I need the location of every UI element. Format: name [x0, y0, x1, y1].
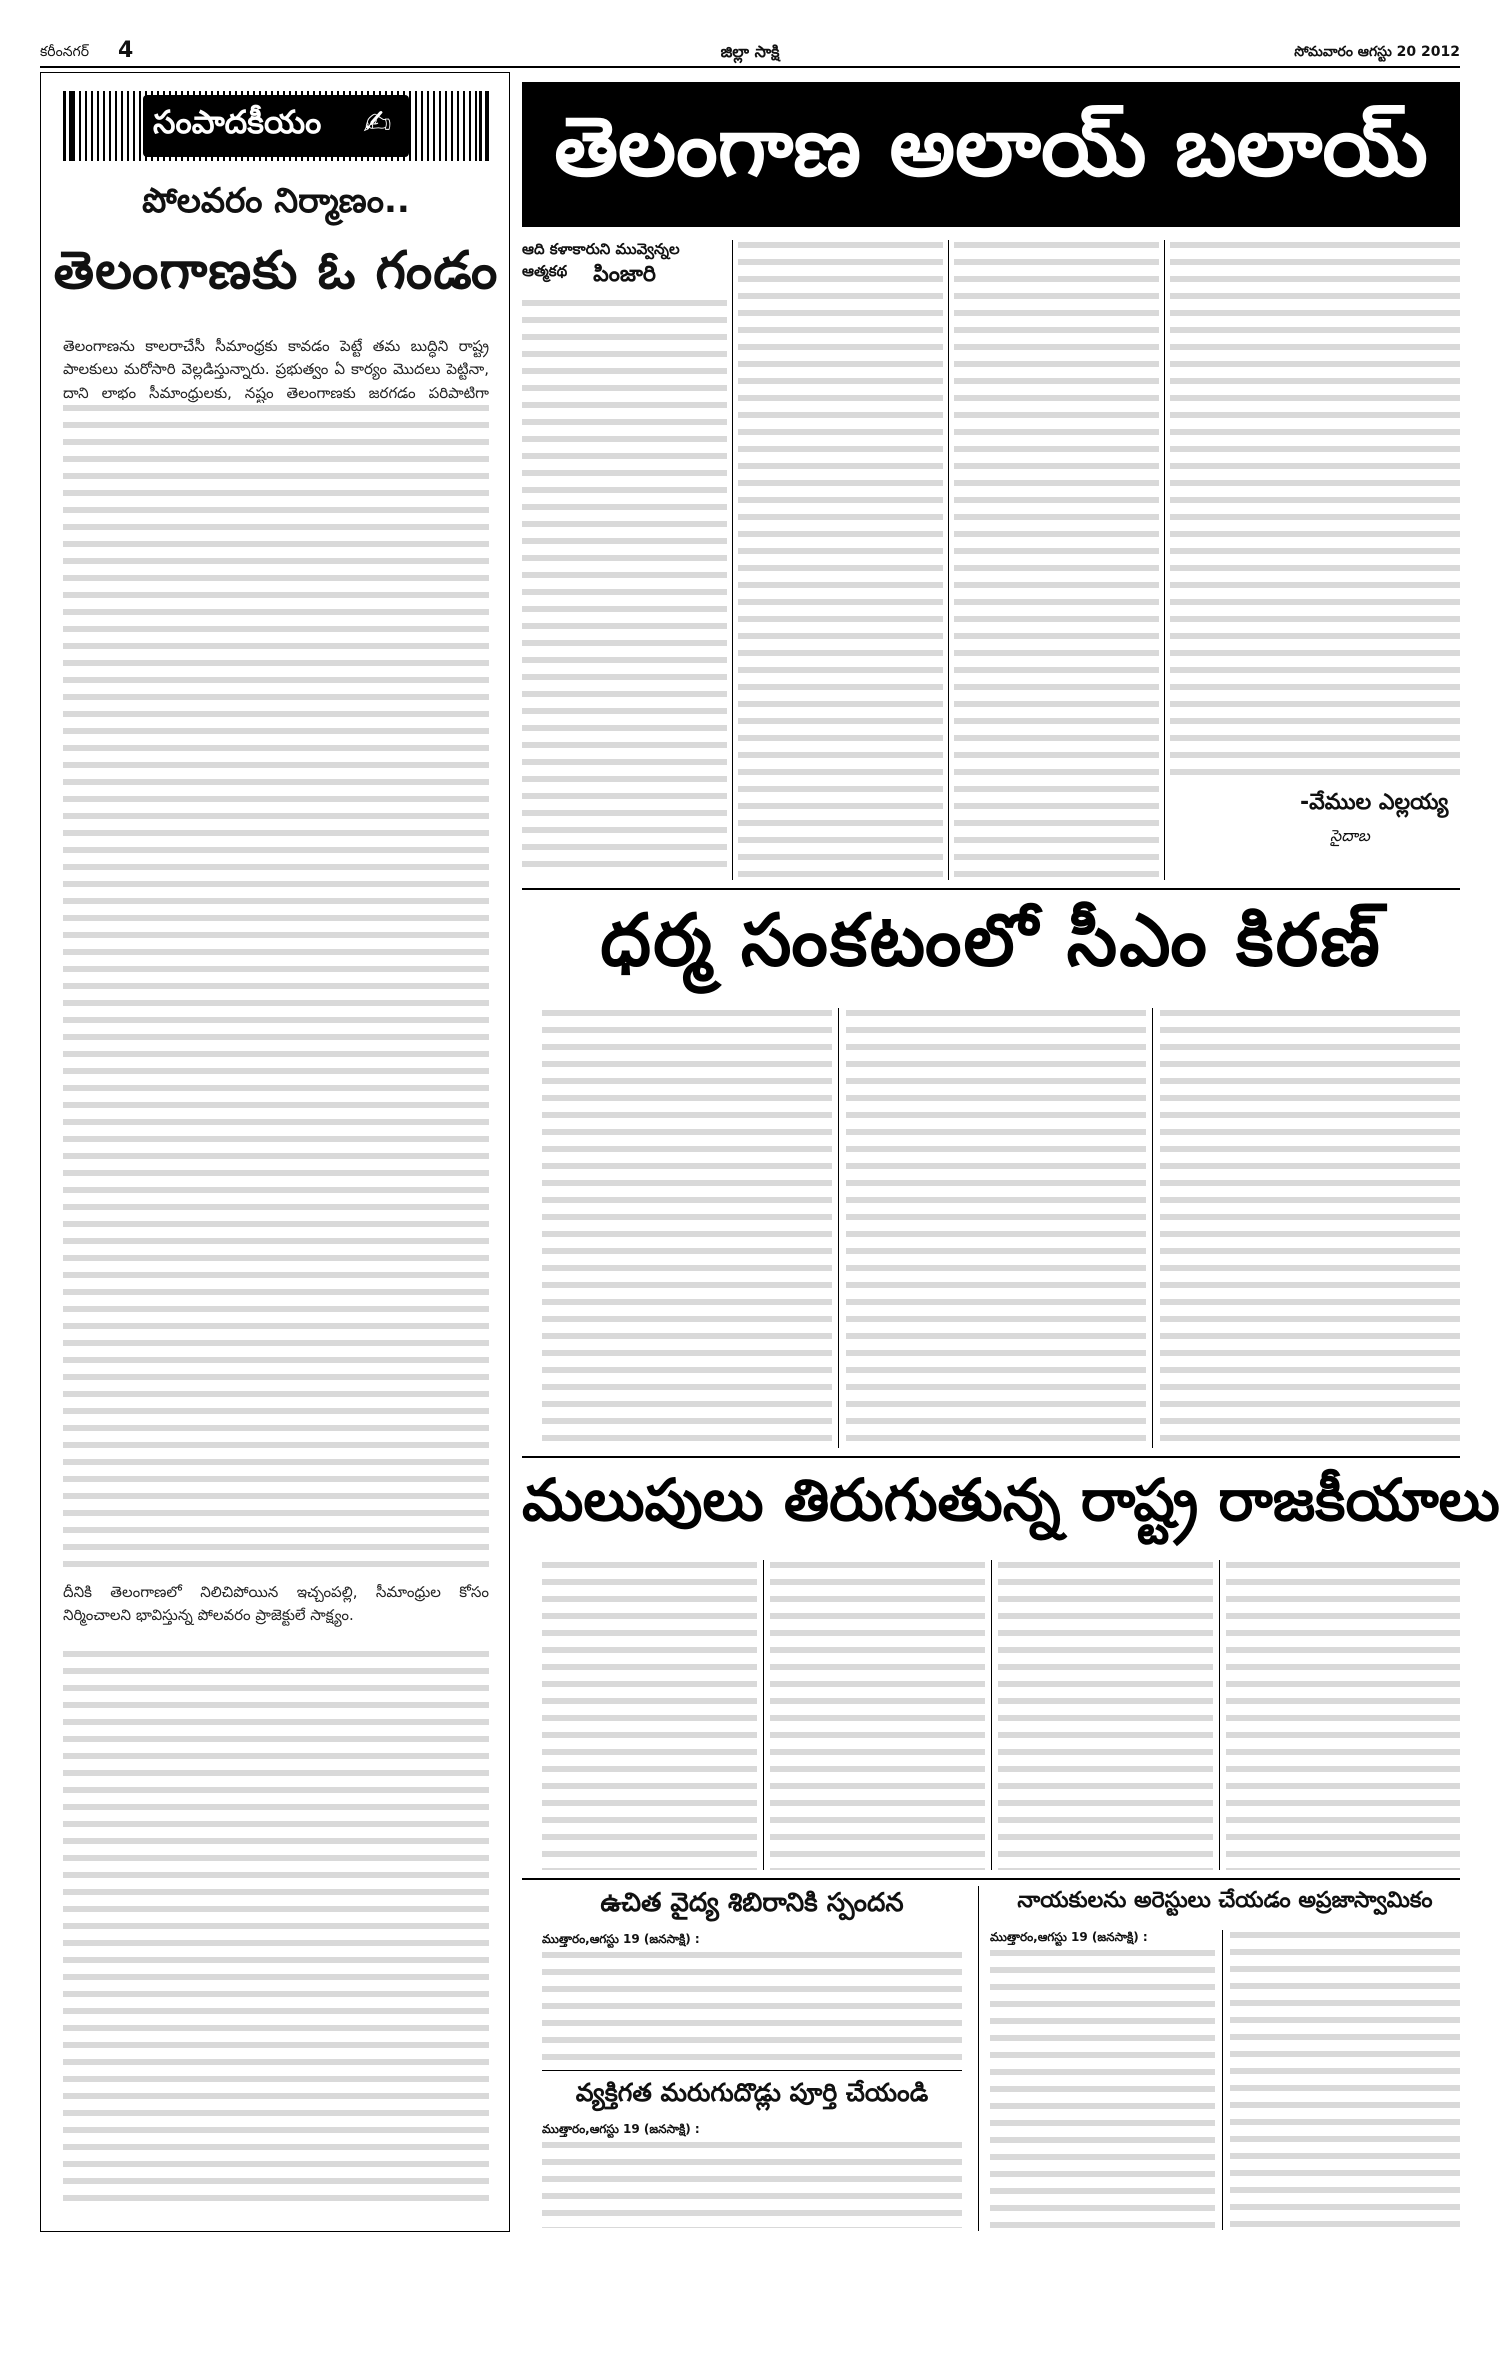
pen-icon: ✍: [363, 103, 392, 143]
story5-dateline: ముత్తారం,ఆగస్టు 19 (జనసాక్షి) :: [542, 2122, 700, 2136]
editorial-kicker: పోలవరం నిర్మాణం..: [142, 181, 410, 221]
lead-sub-kicker: ఆది కళాకారుని మువ్వెన్నల ఆత్మకథ: [522, 240, 680, 280]
story2-column-2: [846, 1008, 1146, 1448]
story6-dateline: ముత్తారం,ఆగస్టు 19 (జనసాక్షి) :: [990, 1930, 1148, 1944]
editorial-title-bar: [63, 91, 489, 161]
masthead-rule: [40, 66, 1460, 68]
lead-column-1: [522, 298, 727, 878]
lead-column-3: [954, 240, 1159, 880]
issue-date: సోమవారం ఆగస్టు 20 2012: [1294, 44, 1460, 60]
story2-headline: ధర్మ సంకటంలో సీఎం కిరణ్: [600, 898, 1382, 982]
story3-column-2: [770, 1560, 985, 1870]
lead-column-2: [738, 240, 943, 880]
story4-headline: ఉచిత వైద్య శిబిరానికి స్పందన: [600, 1888, 904, 1918]
story2-column-3: [1160, 1008, 1460, 1448]
editorial-paragraph-1: తెలంగాణను కాలరాచేసీ సీమాంధ్రకు కావడం పెట్టే తమ బుద్ధిని రాష్ట్ర పాలకులు మరోసారి వెల్లడిస్తున్నారు. ప్రభుత్వం ఏ కార్యం మొదలు పెట్టినా, దాని లాభం సీమాంధ్రులకు, నష్టం తెలంగాణకు జరగడం పరిపాటిగా: [63, 337, 489, 402]
story4-dateline: ముత్తారం,ఆగస్టు 19 (జనసాక్షి) :: [542, 1932, 700, 1946]
lead-column-4: [1170, 240, 1460, 780]
paper-name: జిల్లా సాక్షి: [720, 42, 780, 61]
story6-column-2: [1230, 1930, 1460, 2228]
story3-headline: మలుపులు తిరుగుతున్న రాష్ట్ర రాజకీయాలు: [522, 1466, 1500, 1534]
masthead: [40, 40, 1460, 66]
story4-body: [542, 1950, 962, 2062]
editorial-body-text-continued: [63, 1649, 489, 2209]
story3-column-4: [1226, 1560, 1460, 1870]
editorial-headline: తెలంగాణకు ఓ గండం: [53, 241, 499, 301]
lead-signature: సైదాబ: [1330, 826, 1370, 845]
editorial-body-text: [63, 403, 489, 1573]
story3-column-3: [998, 1560, 1213, 1870]
story6-headline: నాయకులను అరెస్టులు చేయడం అప్రజాస్వామికం: [1017, 1888, 1433, 1913]
story3-column-1: [542, 1560, 757, 1870]
lead-closing-byline: -వేముల ఎల్లయ్య: [1300, 790, 1449, 815]
page-number: 4: [118, 38, 134, 63]
story6-column-1: [990, 1948, 1215, 2228]
editorial-section-title: సంపాదకీయం: [153, 103, 322, 141]
edition-label: కరీంనగర్: [40, 44, 89, 60]
story2-column-1: [542, 1008, 832, 1448]
story5-body: [542, 2140, 962, 2228]
lead-sub-title: పింజారి: [593, 262, 656, 287]
editorial-paragraph-2: దీనికి తెలంగాణలో నిలిచిపోయిన ఇచ్చంపల్లి, సీమాంధ్రుల కోసం నిర్మించాలని భావిస్తున్న పోలవరం ప్రాజెక్టులే సాక్ష్యం.: [63, 1583, 489, 1625]
editorial-box: [40, 72, 510, 2232]
lead-headline: తెలంగాణ అలాయ్ బలాయ్: [554, 100, 1428, 195]
story5-headline: వ్యక్తిగత మరుగుదొడ్లు పూర్తి చేయండి: [575, 2078, 929, 2107]
